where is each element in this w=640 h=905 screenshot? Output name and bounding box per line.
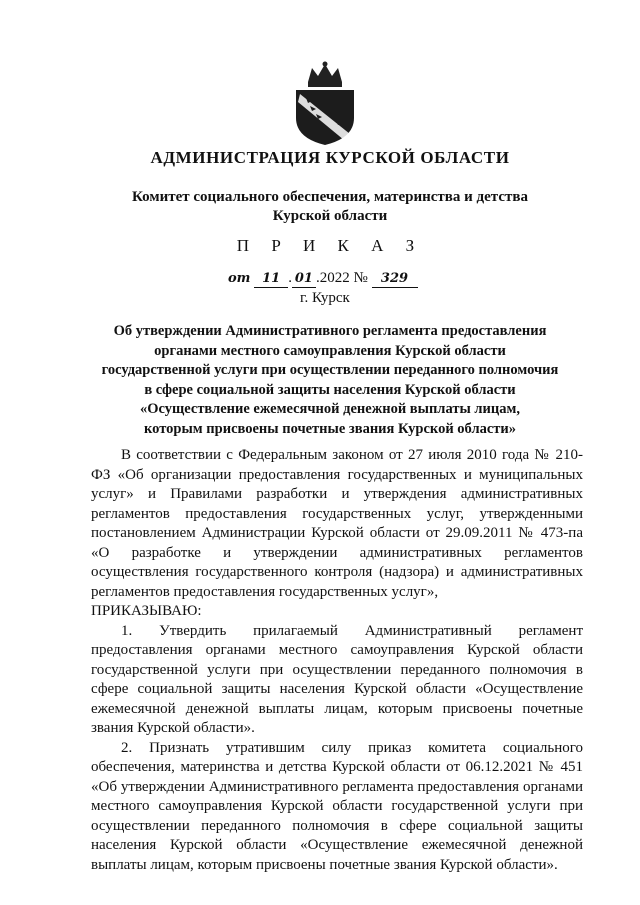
order-title: П Р И К А З xyxy=(236,236,424,255)
subject-line: в сфере социальной защиты населения Курской области xyxy=(144,381,516,398)
date-prefix: от xyxy=(228,271,251,286)
subject-line: которым присвоены почетные звания Курской области» xyxy=(144,420,516,437)
order-month: 01 xyxy=(292,271,316,288)
item-2-paragraph: 2. Признать утратившим силу приказ комитета социального обеспечения, материнства и детства Курской области от 06.12.2021 № 451 «Об утверждении Административного регламента предоставления органами местного самоуправления Курской области государственной услуги при осуществлении переданного полномочия в сфере социальной защиты населения Курской области «Осуществление ежемесячной денежной выплаты лицам, которым присвоены почетные звания Курской области». xyxy=(91,739,583,873)
committee-name xyxy=(60,188,600,226)
item-1-paragraph: 1. Утвердить прилагаемый Административный регламент предоставления органами местного самоуправления Курской области государственной услуги при осуществлении переданного полномочия в сфере социальной защиты населения Курской области «Осуществление ежемесячной денежной выплаты лицам, которым присвоены почетные звания Курской области». xyxy=(91,622,583,736)
order-day: 11 xyxy=(254,271,288,288)
administration-title: АДМИНИСТРАЦИЯ КУРСКОЙ ОБЛАСТИ xyxy=(150,148,510,167)
order-city: г. Курск xyxy=(300,290,350,306)
preamble-paragraph: В соответствии с Федеральным законом от 27 июля 2010 года № 210-ФЗ «Об организации предоставления государственных и муниципальных услуг» и Правилами разработки и утверждения административных регламентов предоставления государственных услуг, утвержденными постановлением Администрации Курской области от 29.09.2011 № 473-па «О разработке и утверждении административных регламентов осуществления государственного контроля (надзора) и административных регламентов предоставления государственных услуг», xyxy=(91,447,583,600)
coat-of-arms-icon xyxy=(290,60,360,146)
subject-line: государственной услуги при осуществлении переданного полномочия xyxy=(101,362,559,378)
order-word: ПРИКАЗЫВАЮ: xyxy=(91,603,202,619)
order-year: .2022 xyxy=(315,270,350,286)
subject-line: «Осуществление ежемесячной денежной выплаты лицам, xyxy=(140,401,520,417)
committee-line-1: Комитет социального обеспечения, материнства и детства xyxy=(132,189,528,205)
order-number: 329 xyxy=(372,271,418,288)
order-date-line: от 11 . 01 .2022 № 329 xyxy=(228,270,448,288)
committee-line-2: Курской области xyxy=(272,208,388,224)
order-number-sign: № xyxy=(353,270,368,286)
subject-line: Об утверждении Административного регламента предоставления xyxy=(113,323,547,339)
order-subject xyxy=(60,322,600,439)
order-body xyxy=(91,446,583,875)
subject-line: органами местного самоуправления Курской области xyxy=(154,342,506,359)
